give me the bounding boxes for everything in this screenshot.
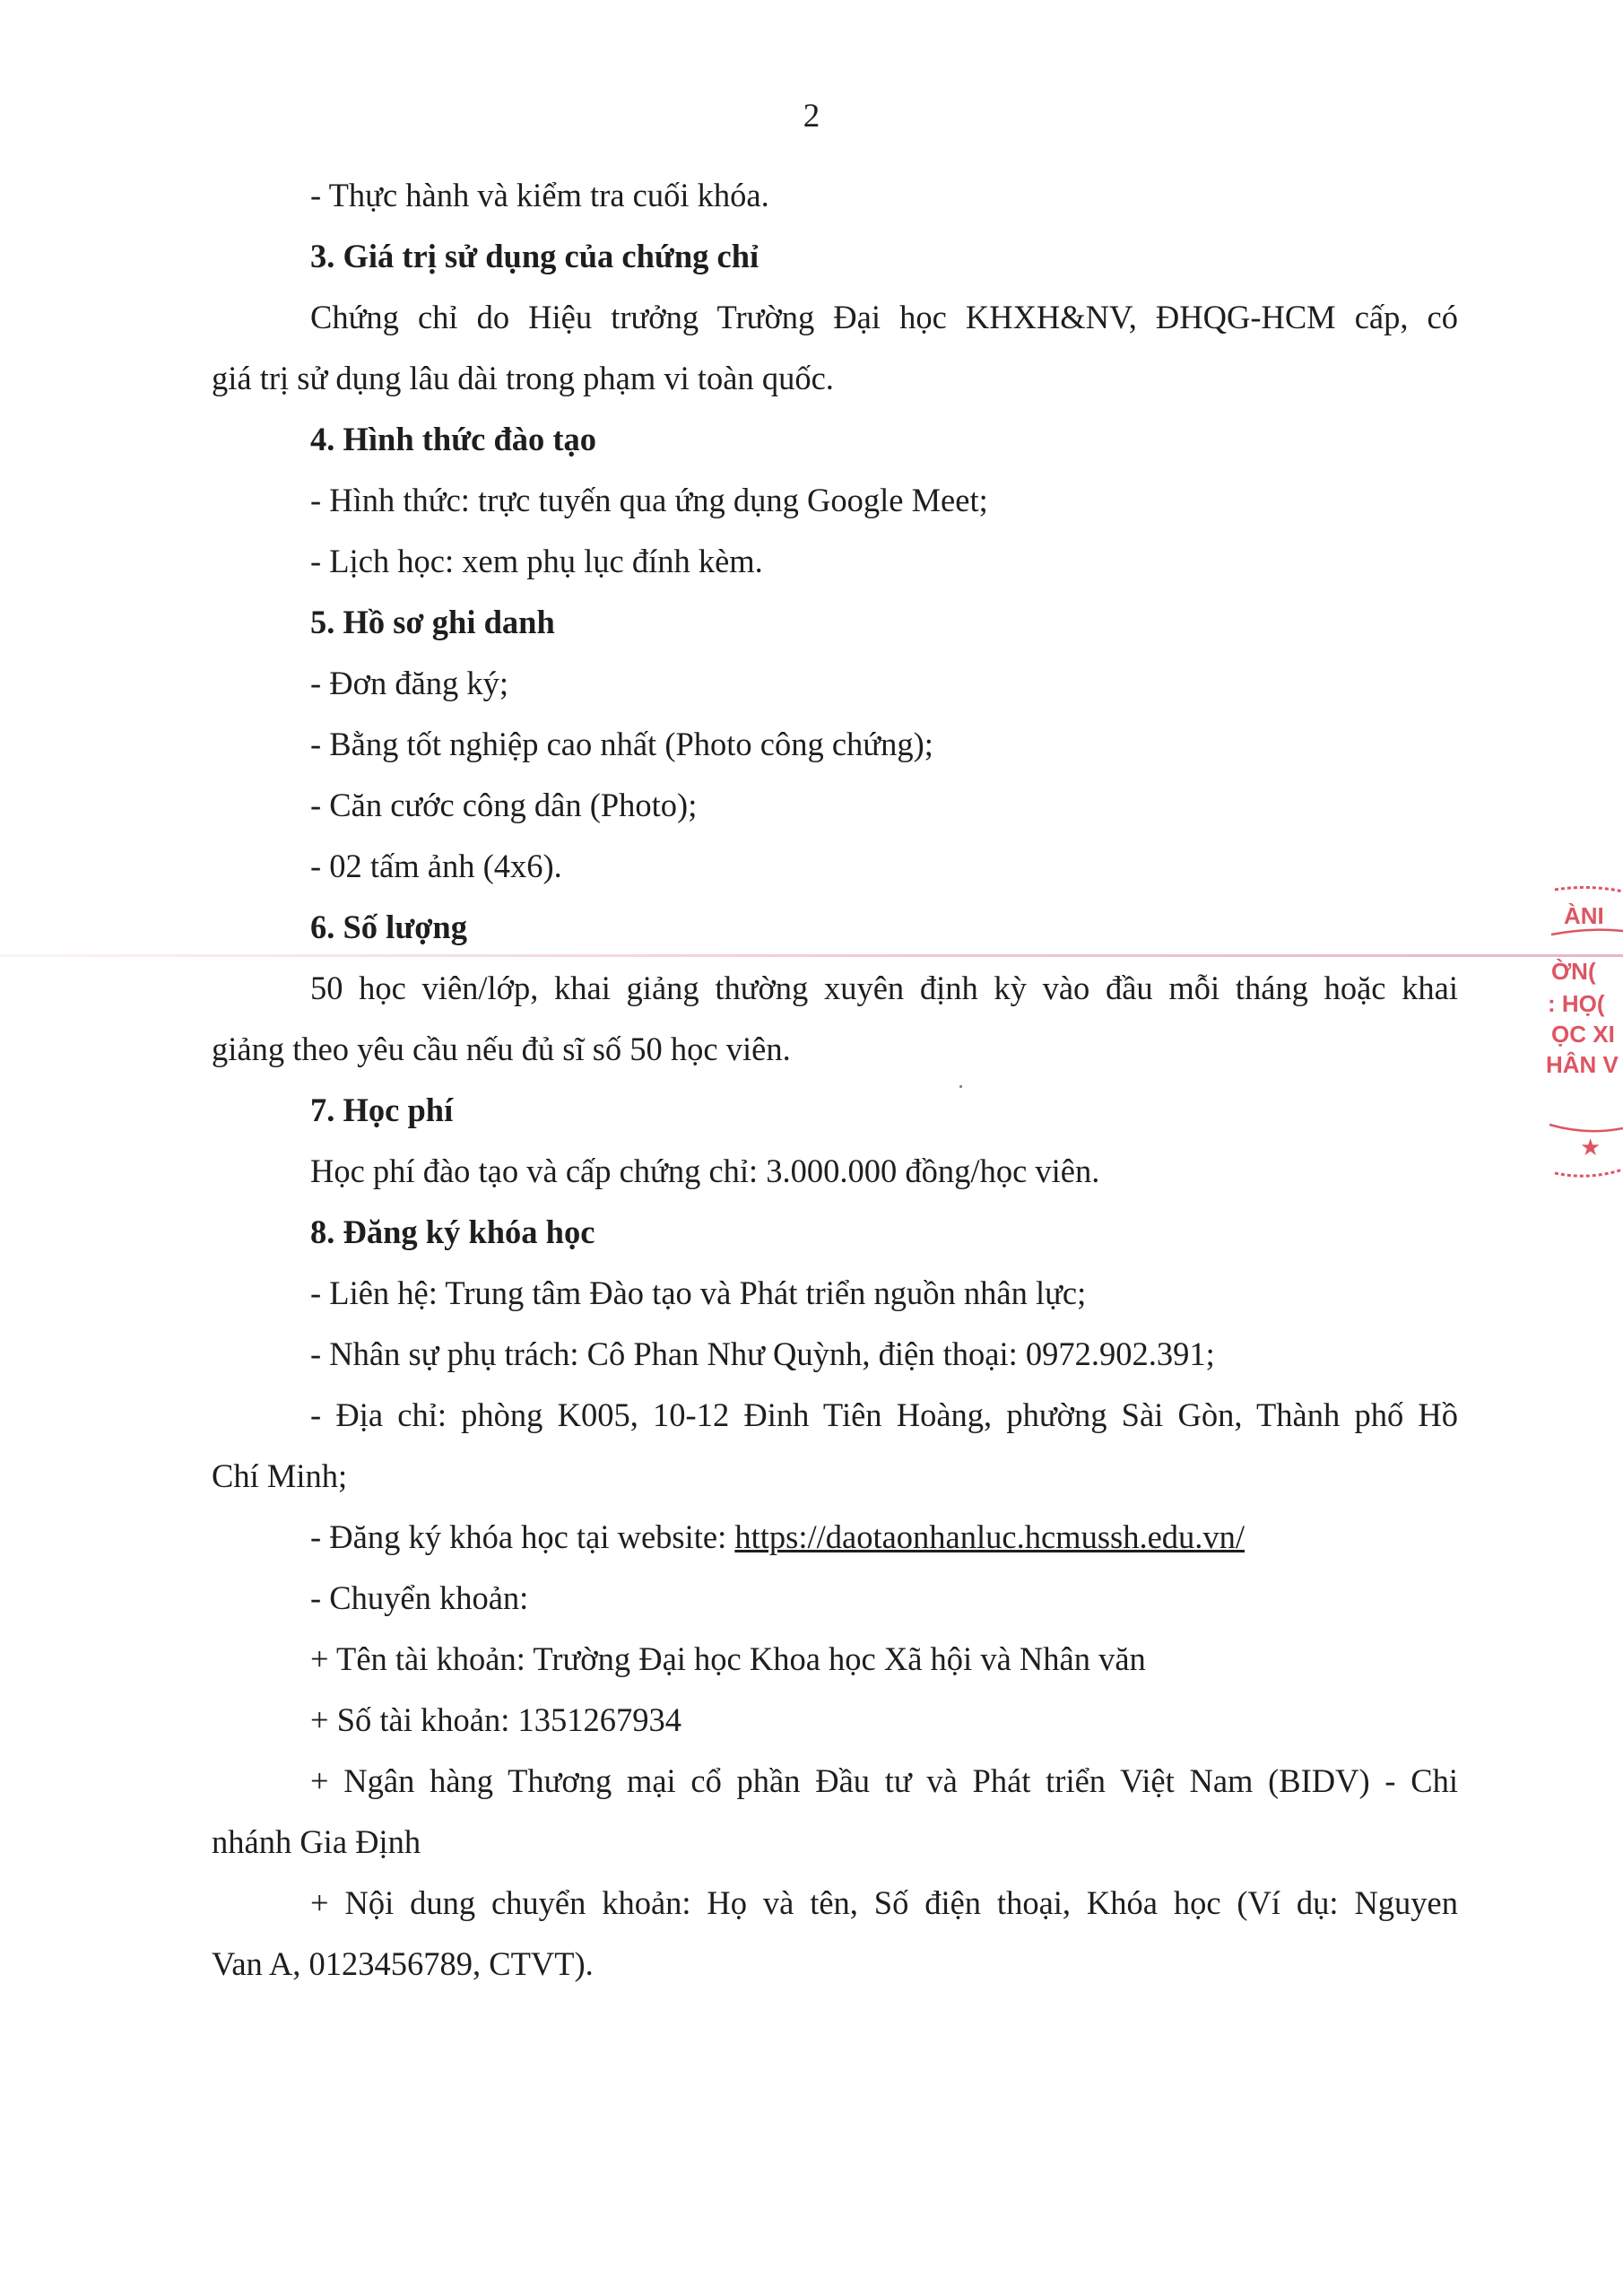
list-item: + Tên tài khoản: Trường Đại học Khoa học Xã hội và Nhân văn xyxy=(310,1640,1146,1677)
section-heading-7: 7. Học phí xyxy=(310,1091,454,1128)
paragraph-line: giảng theo yêu cầu nếu đủ sĩ số 50 học viên. xyxy=(212,1031,791,1067)
section-heading-8: 8. Đăng ký khóa học xyxy=(310,1213,595,1250)
list-item: - Nhân sự phụ trách: Cô Phan Như Quỳnh, điện thoại: 0972.902.391; xyxy=(310,1335,1215,1372)
list-item xyxy=(212,1507,1458,1568)
paragraph-line: Chí Minh; xyxy=(212,1457,348,1494)
list-item: - Liên hệ: Trung tâm Đào tạo và Phát triển nguồn nhân lực; xyxy=(310,1274,1087,1311)
star-icon: ★ xyxy=(1580,1134,1601,1161)
seal-text: ỜN( xyxy=(1551,958,1596,985)
seal-text: : HỌ( xyxy=(1548,990,1605,1017)
document-body xyxy=(212,165,1458,1995)
page-number: 2 xyxy=(803,98,820,135)
red-seal-fragment xyxy=(1544,884,1623,1180)
list-item: + Số tài khoản: 1351267934 xyxy=(310,1701,681,1738)
list-item: - Bằng tốt nghiệp cao nhất (Photo công chứng); xyxy=(310,726,933,762)
list-item: - Chuyển khoản: xyxy=(310,1579,529,1616)
paragraph-line: Chứng chỉ do Hiệu trưởng Trường Đại học KHXH&NV, ĐHQG-HCM cấp, có xyxy=(310,299,1458,335)
paragraph-line: 50 học viên/lớp, khai giảng thường xuyên định kỳ vào đầu mỗi tháng hoặc khai xyxy=(310,970,1458,1006)
list-item: - Hình thức: trực tuyến qua ứng dụng Google Meet; xyxy=(310,482,988,518)
section-heading-6: 6. Số lượng xyxy=(310,909,467,945)
section-heading-5: 5. Hồ sơ ghi danh xyxy=(310,604,555,640)
list-item: - Địa chỉ: phòng K005, 10-12 Đinh Tiên Hoàng, phường Sài Gòn, Thành phố Hồ xyxy=(310,1396,1458,1433)
section-heading-3: 3. Giá trị sử dụng của chứng chỉ xyxy=(310,238,759,274)
section-heading-4: 4. Hình thức đào tạo xyxy=(310,421,597,457)
list-item: + Ngân hàng Thương mại cổ phần Đầu tư và Phát triển Việt Nam (BIDV) - Chi xyxy=(310,1762,1458,1799)
paragraph-line: Van A, 0123456789, CTVT). xyxy=(212,1945,594,1982)
seal-text: ÀNI xyxy=(1564,902,1604,929)
paragraph-line: giá trị sử dụng lâu dài trong phạm vi toàn quốc. xyxy=(212,360,834,396)
paragraph-line: Học phí đào tạo và cấp chứng chỉ: 3.000.000 đồng/học viên. xyxy=(310,1152,1100,1189)
seal-text: ỌC XI xyxy=(1551,1021,1615,1048)
list-item: + Nội dung chuyển khoản: Họ và tên, Số điện thoại, Khóa học (Ví dụ: Nguyen xyxy=(310,1884,1458,1921)
website-label: - Đăng ký khóa học tại website: xyxy=(310,1518,735,1555)
list-item: - Thực hành và kiểm tra cuối khóa. xyxy=(310,177,769,213)
list-item: - 02 tấm ảnh (4x6). xyxy=(310,848,562,884)
list-item: - Đơn đăng ký; xyxy=(310,665,509,701)
website-link[interactable]: https://daotaonhanluc.hcmussh.edu.vn/ xyxy=(734,1518,1245,1555)
paragraph-line: nhánh Gia Định xyxy=(212,1823,421,1860)
seal-text: HÂN V xyxy=(1546,1051,1619,1078)
list-item: - Căn cước công dân (Photo); xyxy=(310,787,698,823)
list-item: - Lịch học: xem phụ lục đính kèm. xyxy=(310,543,763,579)
